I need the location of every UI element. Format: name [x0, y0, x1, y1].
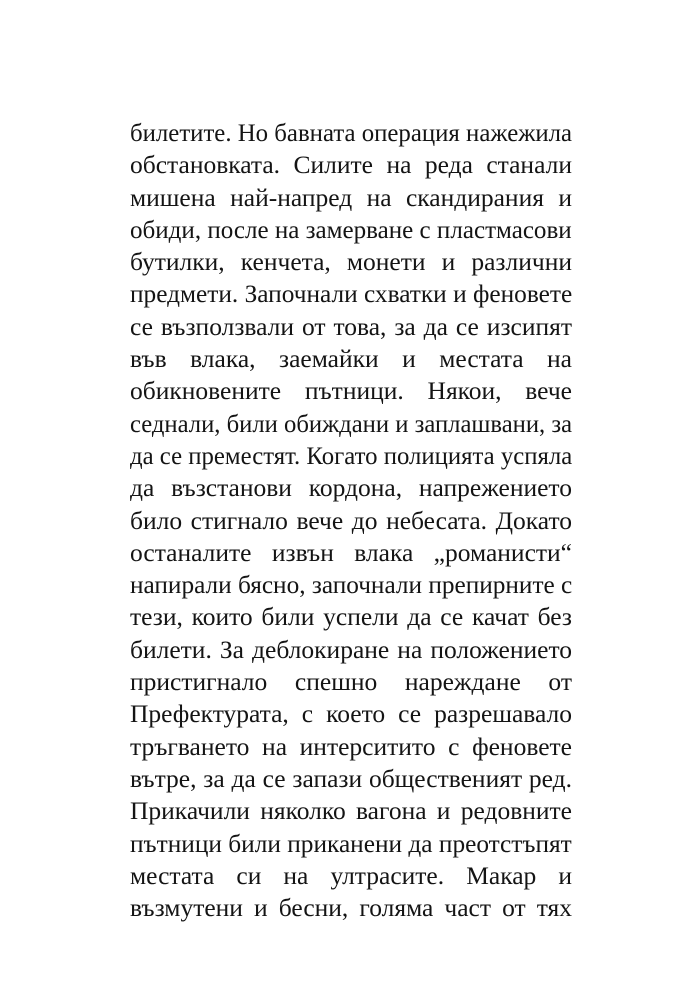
- text-line: билети. За деблокиране на положението: [130, 634, 572, 664]
- text-line: останалите извън влака „романисти“: [130, 537, 572, 567]
- text-line: бутилки, кенчета, монети и различни: [130, 247, 572, 277]
- text-line: тези, които били успели да се качат без: [130, 602, 572, 632]
- text-line: Префектурата, с което се разрешавало: [130, 699, 572, 729]
- text-line: вътре, за да се запази общественият ред.: [130, 763, 572, 793]
- text-line: било стигнало вече до небесата. Докато: [130, 505, 572, 535]
- text-line: седнали, били обиждани и заплашвани, за: [130, 408, 573, 438]
- text-line: обикновените пътници. Някои, вече: [130, 376, 572, 406]
- text-line: пътници били приканени да преотстъпят: [130, 828, 572, 858]
- text-line: да се преместят. Когато полицията успяла: [130, 440, 573, 470]
- body-text: [130, 117, 572, 924]
- text-line: билетите. Но бавната операция нажежила: [130, 118, 573, 147]
- text-line: във влака, заемайки и местата на: [130, 344, 572, 374]
- text-line: се възползвали от това, за да се изсипят: [130, 311, 572, 341]
- text-line: възмутени и бесни, голяма част от тях: [130, 893, 572, 923]
- text-line: местата си на ултрасите. Макар и: [130, 860, 572, 890]
- text-line: мишена най-напред на скандирания и: [130, 182, 572, 212]
- text-line: напирали бясно, започнали препирните с: [130, 570, 573, 600]
- text-line: тръгването на интерситито с феновете: [130, 731, 572, 761]
- text-line: пристигнало спешно нареждане от: [130, 667, 572, 697]
- text-line: да възстанови кордона, напрежението: [130, 473, 572, 503]
- text-line: предмети. Започнали схватки и феновете: [130, 279, 573, 309]
- text-line: обиди, после на замерване с пластмасови: [130, 214, 572, 244]
- text-line: Прикачили няколко вагона и редовните: [130, 796, 572, 826]
- text-line: обстановката. Силите на реда станали: [130, 150, 572, 180]
